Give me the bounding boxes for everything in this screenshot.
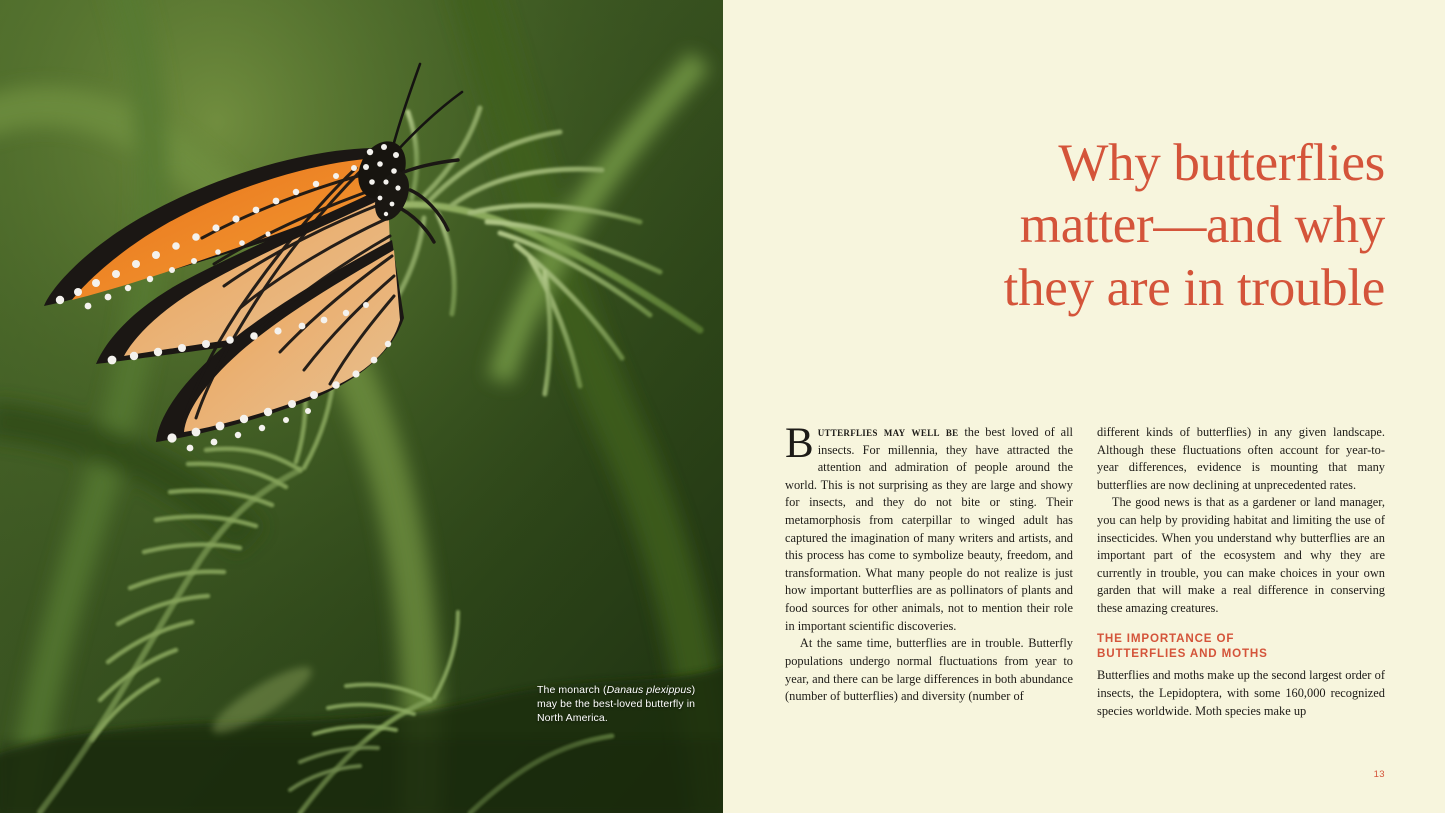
caption-text-part2: )	[691, 684, 696, 696]
paragraph-2: At the same time, butterflies are in trouble. Butterfly populations undergo normal fluctuations from year to year, and there can be large differences in both abundance (number of butterflies) and diversity (number of	[785, 636, 1073, 704]
page-number: 13	[1373, 769, 1385, 780]
subheading-line-1: THE IMPORTANCE OF	[1097, 631, 1235, 645]
section-subheading	[1097, 631, 1385, 662]
headline-line-3: they are in trouble	[1003, 258, 1385, 317]
caption-species-name: Danaus plexippus	[606, 684, 692, 696]
body-column-left	[785, 420, 1073, 754]
paragraph-1-text: the best loved of all insects. For millennia, they have attracted the attention and admiration of people around the world. This is not surprising as they are large and showy for insects, and they do not bite or sting. Their metamorphosis from caterpillar to winged adult has captured the imagination of many writers and artists, and this process has come to symbolize beauty, freedom, and transformation. What many people do not realize is just how important butterflies are as pollinators of plants and food sources for other animals, not to mention their role in important scientific discoveries.	[785, 425, 1073, 633]
subheading-line-2: BUTTERFLIES AND MOTHS	[1097, 647, 1268, 660]
body-columns	[785, 420, 1385, 754]
drop-cap: B	[785, 420, 814, 467]
caption-text-part1: The monarch (	[537, 684, 607, 696]
paragraph-4: The good news is that as a gardener or land manager, you can help by providing habitat and limiting the use of insecticides. When you understand why butterflies are an important part of the ecosystem and why they are currently in trouble, you can make choices in your own garden that will make a real difference in conserving these amazing creatures.	[1097, 495, 1385, 616]
page-title	[785, 132, 1385, 320]
headline-line-2: matter—and why	[1019, 196, 1385, 255]
paragraph-3: different kinds of butterflies) in any given landscape. Although these fluctuations often account for year-to-year differences, evidence is mounting that many butterflies are now declining at unprecedented rates.	[1097, 425, 1385, 492]
photo-caption	[537, 683, 707, 726]
paragraph-5: Butterflies and moths make up the second largest order of insects, the Lepidoptera, with some 160,000 recognized species worldwide. Moth species make up	[1097, 668, 1385, 718]
body-column-right	[1097, 424, 1385, 754]
caption-text-part4: in North America.	[537, 698, 696, 725]
paragraph-opening	[785, 420, 1073, 635]
lead-in-smallcaps: utterflies may well be	[817, 425, 959, 439]
headline-line-1: Why butterflies	[1058, 133, 1385, 192]
text-page	[723, 0, 1445, 813]
caption-text-part3: may be the best-loved butterfly	[537, 698, 684, 711]
